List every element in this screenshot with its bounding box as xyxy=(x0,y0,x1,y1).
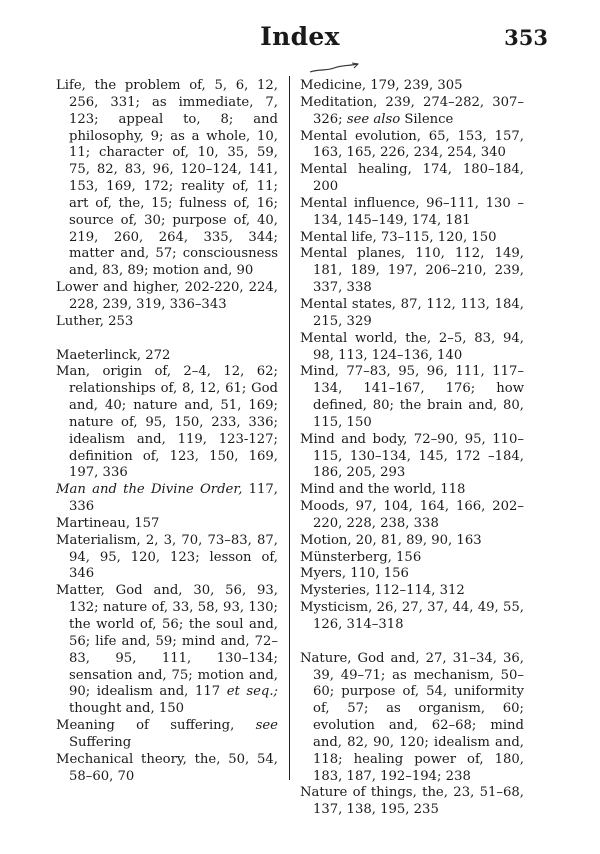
index-entry-nature: Nature, God and, 27, 31–34, 36, 39, 49–71; as mechanism, 50–60; purpose of, 54, uniformity of, 57; as organism, 60; evolution and, 62–68; mind and, 82, 90, 120; idealism and, 118; healing power of, 180, 183, 187, 192–194; 238 xyxy=(300,650,524,784)
index-entry-matter: Matter, God and, 30, 56, 93, 132; nature of, 33, 58, 93, 130; the world of, 56; the soul and, 56; life and, 59; mind and, 72–83, 95, 111, 130–134; sensation and, 75; motion and, 90; idealism and, 117 et seq.; thought and, 150 xyxy=(56,583,279,717)
index-entry-life: Life, the problem of, 5, 6, 12, 256, 331; as immediate, 7, 123; appeal to, 8; and philosophy, 9; as a whole, 10, 11; character of, 10, 35, 59, 75, 82, 83, 96, 120–124, 141, 153, 169, 172; reality of, 11; art of, the, 15; fulness of, 16; source of, 30; purpose of, 40, 219, 260, 264, 335, 344; matter and, 57; consciousness and, 83, 89; motion and, 90 xyxy=(56,78,278,279)
index-entry-mental-evolution: Mental evolution, 65, 153, 157, 163, 165, 226, 234, 254, 340 xyxy=(300,128,524,161)
index-entry-nature-of-things: Nature of things, the, 23, 51–68, 137, 138, 195, 235 xyxy=(300,785,524,818)
letter-gap xyxy=(56,331,278,348)
index-entry-mind-and-body: Mind and body, 72–90, 95, 110–115, 130–134, 145, 172 –184, 186, 205, 293 xyxy=(300,431,524,481)
index-entry-medicine: Medicine, 179, 239, 305 xyxy=(300,78,463,93)
index-entry-mental-planes: Mental planes, 110, 112, 149, 181, 189, 197, 206–210, 239, 337, 338 xyxy=(300,246,524,296)
page-title: Index xyxy=(260,22,340,51)
index-entry-mental-world: Mental world, the, 2–5, 83, 94, 98, 113, 124–136, 140 xyxy=(300,330,524,363)
index-entry-motion: Motion, 20, 81, 89, 90, 163 xyxy=(300,532,482,548)
index-entry-mental-life: Mental life, 73–115, 120, 150 xyxy=(300,229,497,245)
index-entry-münsterberg: Münsterberg, 156 xyxy=(300,549,422,565)
index-entry-meaning-of-suffering: Meaning of suffering, see Suffering xyxy=(56,718,278,750)
index-entry-martineau: Martineau, 157 xyxy=(56,515,160,531)
index-entry-man: Man, origin of, 2–4, 12, 62; relationships of, 8, 12, 61; God and, 40; nature and, 51, 169; nature of, 95, 150, 233, 336; idealism and, 119, 123-127; definition of, 123, 150, 169, 197, 336 xyxy=(56,364,278,481)
index-entry-moods: Moods, 97, 104, 164, 166, 202–220, 228, 238, 338 xyxy=(300,499,524,531)
index-entry-mind-and-the-world: Mind and the world, 118 xyxy=(300,482,466,498)
index-entry-mysteries: Mysteries, 112–114, 312 xyxy=(300,583,465,599)
index-column-left xyxy=(56,78,278,785)
index-entry-mental-influence: Mental influence, 96–111, 130 –134, 145–149, 174, 181 xyxy=(300,195,524,228)
index-entry-mental-healing: Mental healing, 174, 180–184, 200 xyxy=(300,162,524,195)
index-entry-lower-and-higher: Lower and higher, 202-220, 224, 228, 239, 319, 336–343 xyxy=(56,280,278,312)
index-entry-mental-states: Mental states, 87, 112, 113, 184, 215, 329 xyxy=(300,296,524,329)
index-entry-man-and-the-divine-order: Man and the Divine Order, 117, 336 xyxy=(56,482,278,515)
pencil-mark xyxy=(308,62,362,76)
index-entry-maeterlinck: Maeterlinck, 272 xyxy=(56,347,171,363)
index-entry-mind: Mind, 77–83, 95, 96, 111, 117–134, 141–167, 176; how defined, 80; the brain and, 80, 115, 150 xyxy=(300,364,524,430)
letter-gap xyxy=(300,634,524,651)
page-header xyxy=(0,22,600,56)
index-entry-mechanical-theory: Mechanical theory, the, 50, 54, 58–60, 70 xyxy=(56,751,278,784)
index-entry-materialism: Materialism, 2, 3, 70, 73–83, 87, 94, 95, 120, 123; lesson of, 346 xyxy=(56,532,278,582)
index-entry-meditation: Meditation, 239, 274–282, 307–326; see also Silence xyxy=(300,94,524,127)
index-entry-luther: Luther, 253 xyxy=(56,313,134,329)
index-column-right xyxy=(300,78,524,819)
column-divider xyxy=(289,76,290,780)
index-entry-myers: Myers, 110, 156 xyxy=(300,566,409,582)
index-entry-mysticism: Mysticism, 26, 27, 37, 44, 49, 55, 126, 314–318 xyxy=(300,600,524,632)
page-number: 353 xyxy=(504,25,548,50)
